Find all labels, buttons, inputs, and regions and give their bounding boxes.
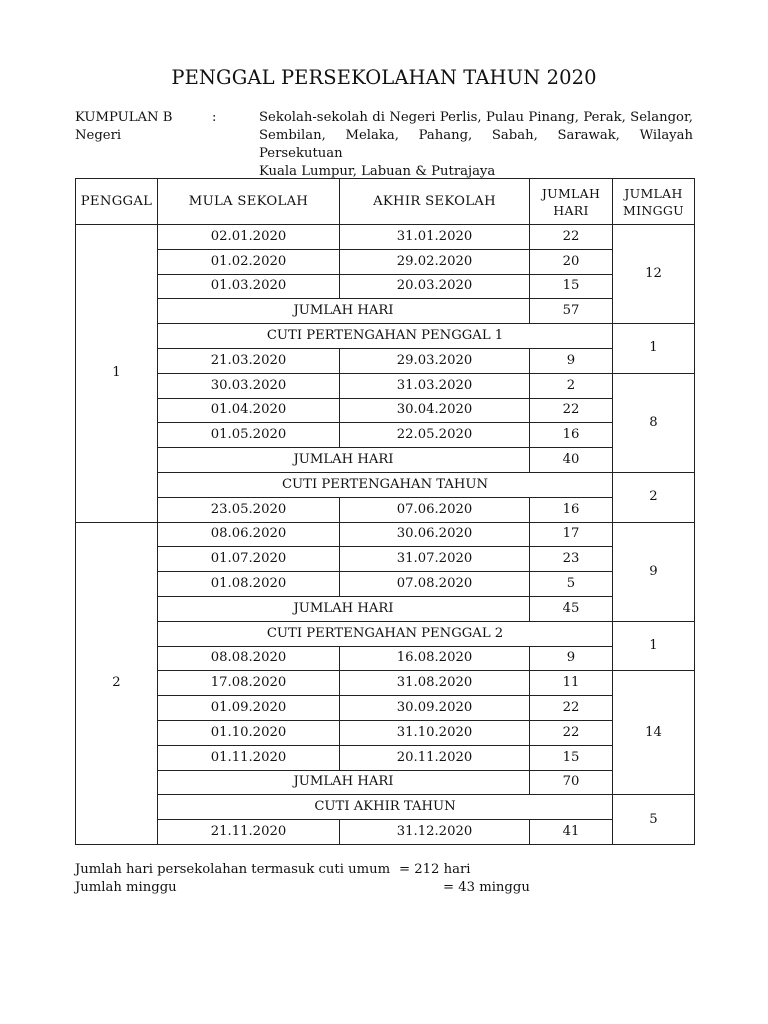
- table-row: [76, 696, 695, 721]
- mula-cell: 17.08.2020: [158, 671, 340, 696]
- holiday-label: CUTI PERTENGAHAN PENGGAL 1: [158, 324, 613, 349]
- summary-weeks-label: Jumlah minggu: [75, 880, 177, 895]
- hari-cell: 41: [530, 820, 613, 845]
- table-row: [76, 646, 695, 671]
- holiday-row: [76, 472, 695, 497]
- mula-cell: 01.09.2020: [158, 696, 340, 721]
- table-row: [76, 348, 695, 373]
- minggu-cell: 12: [613, 225, 695, 324]
- akhir-cell: 07.08.2020: [340, 572, 530, 597]
- total-value: 45: [530, 596, 613, 621]
- total-row: [76, 596, 695, 621]
- table-row: [76, 547, 695, 572]
- mula-cell: 08.08.2020: [158, 646, 340, 671]
- mula-cell: 21.11.2020: [158, 820, 340, 845]
- minggu-cell: 14: [613, 671, 695, 795]
- hari-cell: 9: [530, 646, 613, 671]
- table-row: [76, 720, 695, 745]
- hari-cell: 22: [530, 225, 613, 250]
- akhir-cell: 20.03.2020: [340, 274, 530, 299]
- header-jumlah-minggu: [613, 179, 695, 225]
- holiday-label: CUTI AKHIR TAHUN: [158, 795, 613, 820]
- table-row: [76, 249, 695, 274]
- table-row: [76, 398, 695, 423]
- table-row: [76, 274, 695, 299]
- total-label: JUMLAH HARI: [158, 596, 530, 621]
- mula-cell: 01.04.2020: [158, 398, 340, 423]
- table-row: [76, 497, 695, 522]
- hari-cell: 15: [530, 274, 613, 299]
- akhir-cell: 30.09.2020: [340, 696, 530, 721]
- table-header-row: [76, 179, 695, 225]
- summary-days-value: = 212 hari: [399, 862, 471, 877]
- total-row: [76, 448, 695, 473]
- akhir-cell: 16.08.2020: [340, 646, 530, 671]
- penggal-cell: 1: [76, 225, 158, 523]
- minggu-cell: 5: [613, 795, 695, 845]
- table-row: [76, 373, 695, 398]
- holiday-label: CUTI PERTENGAHAN PENGGAL 2: [158, 621, 613, 646]
- akhir-cell: 29.02.2020: [340, 249, 530, 274]
- page-title: PENGGAL PERSEKOLAHAN TAHUN 2020: [171, 66, 597, 89]
- mula-cell: 02.01.2020: [158, 225, 340, 250]
- hari-cell: 16: [530, 497, 613, 522]
- mula-cell: 01.05.2020: [158, 423, 340, 448]
- total-label: JUMLAH HARI: [158, 770, 530, 795]
- group-label-line2: Negeri: [75, 128, 122, 143]
- akhir-cell: 29.03.2020: [340, 348, 530, 373]
- summary-weeks: [75, 879, 545, 897]
- header-jumlah-hari-line1: JUMLAH: [541, 185, 601, 201]
- akhir-cell: 07.06.2020: [340, 497, 530, 522]
- total-value: 70: [530, 770, 613, 795]
- total-row: [76, 299, 695, 324]
- summary-weeks-value: = 43 minggu: [443, 880, 530, 895]
- group-label: [75, 109, 195, 145]
- minggu-cell: 8: [613, 373, 695, 472]
- table-row: [76, 572, 695, 597]
- header-jumlah-minggu-line1: JUMLAH: [624, 185, 683, 201]
- hari-cell: 17: [530, 522, 613, 547]
- school-term-table: [75, 178, 695, 845]
- mula-cell: 30.03.2020: [158, 373, 340, 398]
- total-label: JUMLAH HARI: [158, 448, 530, 473]
- hari-cell: 9: [530, 348, 613, 373]
- akhir-cell: 30.06.2020: [340, 522, 530, 547]
- holiday-label: CUTI PERTENGAHAN TAHUN: [158, 472, 613, 497]
- mula-cell: 01.03.2020: [158, 274, 340, 299]
- akhir-cell: 31.08.2020: [340, 671, 530, 696]
- holiday-row: [76, 795, 695, 820]
- mula-cell: 01.07.2020: [158, 547, 340, 572]
- mula-cell: 08.06.2020: [158, 522, 340, 547]
- header-jumlah-hari: [530, 179, 613, 225]
- hari-cell: 15: [530, 745, 613, 770]
- minggu-cell: 9: [613, 522, 695, 621]
- hari-cell: 22: [530, 720, 613, 745]
- mula-cell: 01.11.2020: [158, 745, 340, 770]
- group-colon: :: [212, 110, 217, 125]
- akhir-cell: 31.10.2020: [340, 720, 530, 745]
- hari-cell: 2: [530, 373, 613, 398]
- table-row: [76, 820, 695, 845]
- table-row: [76, 745, 695, 770]
- penggal-cell: 2: [76, 522, 158, 844]
- akhir-cell: 20.11.2020: [340, 745, 530, 770]
- holiday-row: [76, 324, 695, 349]
- group-description: [259, 109, 693, 181]
- hari-cell: 5: [530, 572, 613, 597]
- header-akhir-sekolah: AKHIR SEKOLAH: [340, 179, 530, 225]
- header-penggal: PENGGAL: [76, 179, 158, 225]
- holiday-row: [76, 621, 695, 646]
- total-value: 57: [530, 299, 613, 324]
- header-jumlah-minggu-line2: MINGGU: [623, 202, 684, 218]
- table-row: [76, 671, 695, 696]
- hari-cell: 20: [530, 249, 613, 274]
- akhir-cell: 22.05.2020: [340, 423, 530, 448]
- hari-cell: 22: [530, 398, 613, 423]
- mula-cell: 01.10.2020: [158, 720, 340, 745]
- mula-cell: 01.02.2020: [158, 249, 340, 274]
- hari-cell: 22: [530, 696, 613, 721]
- summary-days: [75, 861, 545, 879]
- mula-cell: 01.08.2020: [158, 572, 340, 597]
- akhir-cell: 31.01.2020: [340, 225, 530, 250]
- akhir-cell: 30.04.2020: [340, 398, 530, 423]
- group-label-line1: KUMPULAN B: [75, 110, 173, 125]
- total-row: [76, 770, 695, 795]
- group-desc-line: Sembilan, Melaka, Pahang, Sabah, Sarawak, Wilayah Persekutuan: [259, 128, 693, 161]
- summary-footer: [75, 861, 545, 897]
- table-row: [76, 225, 695, 250]
- akhir-cell: 31.12.2020: [340, 820, 530, 845]
- mula-cell: 23.05.2020: [158, 497, 340, 522]
- akhir-cell: 31.03.2020: [340, 373, 530, 398]
- minggu-cell: 1: [613, 621, 695, 671]
- hari-cell: 11: [530, 671, 613, 696]
- group-desc-line: Sekolah-sekolah di Negeri Perlis, Pulau Pinang, Perak, Selangor,: [259, 110, 693, 125]
- summary-days-label: Jumlah hari persekolahan termasuk cuti umum: [75, 862, 391, 877]
- total-label: JUMLAH HARI: [158, 299, 530, 324]
- group-desc-line: Kuala Lumpur, Labuan & Putrajaya: [259, 164, 496, 179]
- total-value: 40: [530, 448, 613, 473]
- header-mula-sekolah: MULA SEKOLAH: [158, 179, 340, 225]
- header-jumlah-hari-line2: HARI: [553, 202, 589, 218]
- hari-cell: 23: [530, 547, 613, 572]
- minggu-cell: 2: [613, 472, 695, 522]
- minggu-cell: 1: [613, 324, 695, 374]
- akhir-cell: 31.07.2020: [340, 547, 530, 572]
- hari-cell: 16: [530, 423, 613, 448]
- table-row: [76, 423, 695, 448]
- mula-cell: 21.03.2020: [158, 348, 340, 373]
- table-row: [76, 522, 695, 547]
